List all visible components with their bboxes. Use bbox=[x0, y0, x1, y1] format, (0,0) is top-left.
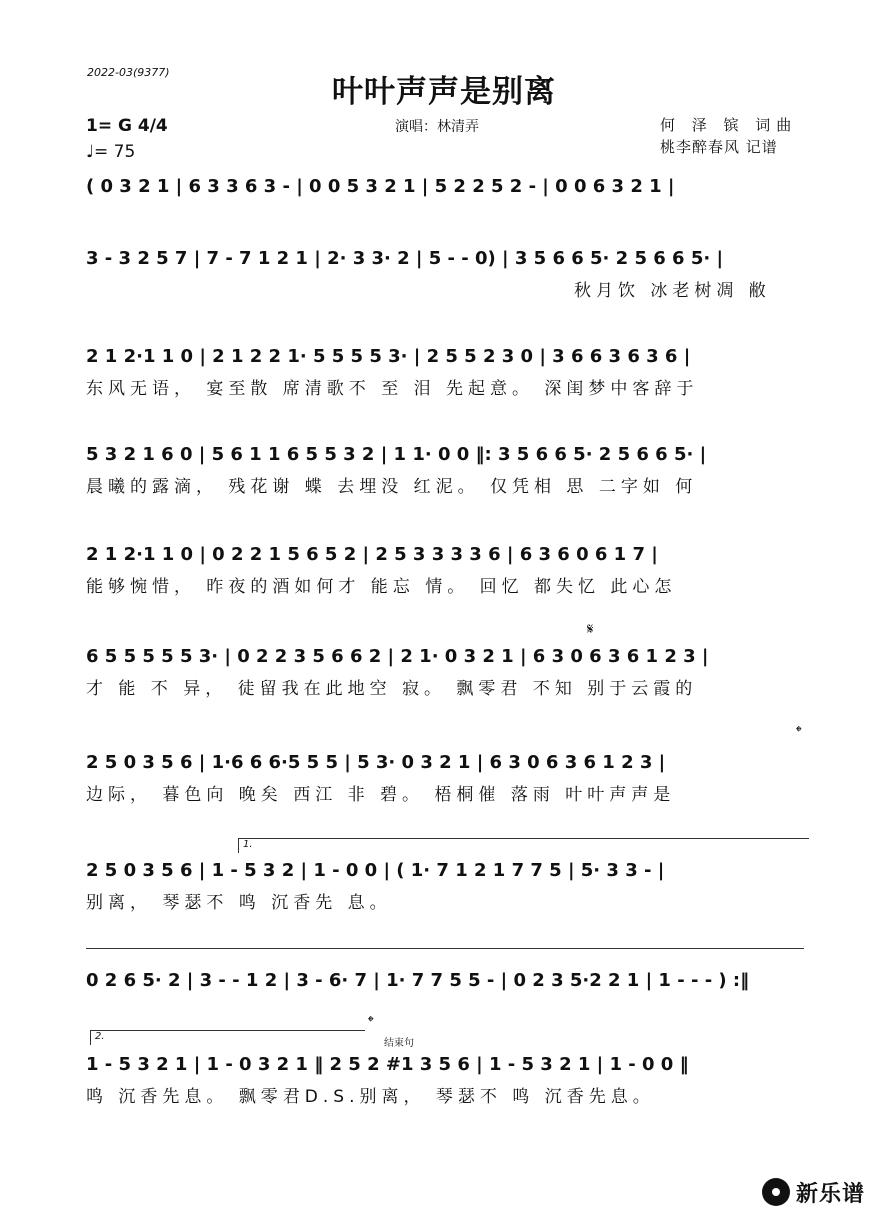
lyrics-line: 才 能 不 异， 徒留我在此地空 寂。 飘零君 不知 别于云霞的 bbox=[86, 679, 698, 698]
coda-sign: 𝄌 bbox=[796, 722, 802, 741]
composer-credit: 何 泽 镔 词曲 bbox=[660, 116, 798, 134]
volta-1-bracket bbox=[238, 838, 809, 853]
lyrics-line: 秋月饮 冰老树凋 敝 bbox=[574, 281, 771, 300]
score-row bbox=[86, 748, 808, 808]
lyrics-line bbox=[86, 998, 808, 1022]
notes-line: 2 5 0 3 5 6 | 1·6 6 6·5 5 5 | 5 3· 0 3 2 1 | 6 3 0 6 3 6 1 2 3 | bbox=[86, 751, 666, 773]
notes-line: 5 3 2 1 6 0 | 5 6 1 1 6 5 5 3 2 | 1 1· 0 0 ‖: 3 5 6 6 5· 2 5 6 6 5· | bbox=[86, 443, 707, 465]
volta-1-label: 1. bbox=[243, 839, 253, 850]
vinyl-disc-icon bbox=[762, 1178, 790, 1206]
notes-line: 1 - 5 3 2 1 | 1 - 0 3 2 1 ‖ 2 5 2 #1 3 5 6 | 1 - 5 3 2 1 | 1 - 0 0 ‖ bbox=[86, 1053, 689, 1075]
lyrics-line: 晨曦的露滴， 残花谢 蝶 去埋没 红泥。 仅凭相 思 二字如 何 bbox=[86, 477, 698, 496]
score-row bbox=[86, 440, 808, 500]
singer-credit: 演唱：林清弄 bbox=[395, 119, 479, 135]
page-title: 叶叶声声是别离 bbox=[332, 74, 556, 110]
score-row bbox=[86, 172, 808, 232]
volta-2-bracket bbox=[90, 1030, 365, 1045]
notes-line: 2 1 2·1 1 0 | 2 1 2 2 1· 5 5 5 5 3· | 2 5 5 2 3 0 | 3 6 6 3 6 3 6 | bbox=[86, 345, 691, 367]
lyrics-line: 鸣 沉香先息。 飘零君D.S.别离， 琴瑟不 鸣 沉香先息。 bbox=[86, 1087, 655, 1106]
volta-2-label: 2. bbox=[95, 1031, 105, 1042]
notes-line: 2 5 0 3 5 6 | 1 - 5 3 2 | 1 - 0 0 | ( 1· 7 1 2 1 7 7 5 | 5· 3 3 - | bbox=[86, 859, 665, 881]
transcriber-credit: 桃李醉春风 记谱 bbox=[660, 138, 778, 156]
tempo-marking: ♩= 75 bbox=[86, 142, 136, 162]
score-row bbox=[86, 540, 808, 600]
logo-text: 新乐谱 bbox=[796, 1181, 866, 1207]
score-row bbox=[86, 966, 808, 1026]
score-row bbox=[86, 642, 808, 702]
volta-continuation-line bbox=[86, 948, 804, 949]
site-logo bbox=[762, 1176, 882, 1208]
score-code: 2022-03(9377) bbox=[87, 66, 170, 79]
score-row bbox=[86, 856, 808, 916]
notes-line: ( 0 3 2 1 | 6 3 3 6 3 - | 0 0 5 3 2 1 | 5 2 2 5 2 - | 0 0 6 3 2 1 | bbox=[86, 175, 675, 197]
score-row bbox=[86, 342, 808, 402]
notes-line: 2 1 2·1 1 0 | 0 2 2 1 5 6 5 2 | 2 5 3 3 3 3 6 | 6 3 6 0 6 1 7 | bbox=[86, 543, 658, 565]
notes-line: 3 - 3 2 5 7 | 7 - 7 1 2 1 | 2· 3 3· 2 | 5 - - 0) | 3 5 6 6 5· 2 5 6 6 5· | bbox=[86, 247, 724, 269]
notes-line: 0 2 6 5· 2 | 3 - - 1 2 | 3 - 6· 7 | 1· 7 7 5 5 - | 0 2 3 5·2 2 1 | 1 - - - ) :‖ bbox=[86, 969, 750, 991]
key-signature: 1= G 4/4 bbox=[86, 116, 168, 136]
score-row bbox=[86, 1050, 808, 1110]
coda-sign: 𝄌 bbox=[368, 1012, 374, 1031]
lyrics-line: 能够惋惜， 昨夜的酒如何才 能忘 情。 回忆 都失忆 此心怎 bbox=[86, 577, 677, 596]
lyrics-line bbox=[86, 204, 808, 228]
notes-line: 6 5 5 5 5 5 3· | 0 2 2 3 5 6 6 2 | 2 1· 0 3 2 1 | 6 3 0 6 3 6 1 2 3 | bbox=[86, 645, 709, 667]
segno-sign: 𝄋 bbox=[587, 620, 594, 638]
score-row bbox=[86, 244, 808, 304]
ending-label: 结束句 bbox=[384, 1038, 414, 1049]
lyrics-line: 东风无语， 宴至散 席清歌不 至 泪 先起意。 深闺梦中客辞于 bbox=[86, 379, 699, 398]
lyrics-line: 边际， 暮色向 晚矣 西江 非 碧。 梧桐催 落雨 叶叶声声是 bbox=[86, 785, 676, 804]
lyrics-line: 别离， 琴瑟不 鸣 沉香先 息。 bbox=[86, 893, 392, 912]
